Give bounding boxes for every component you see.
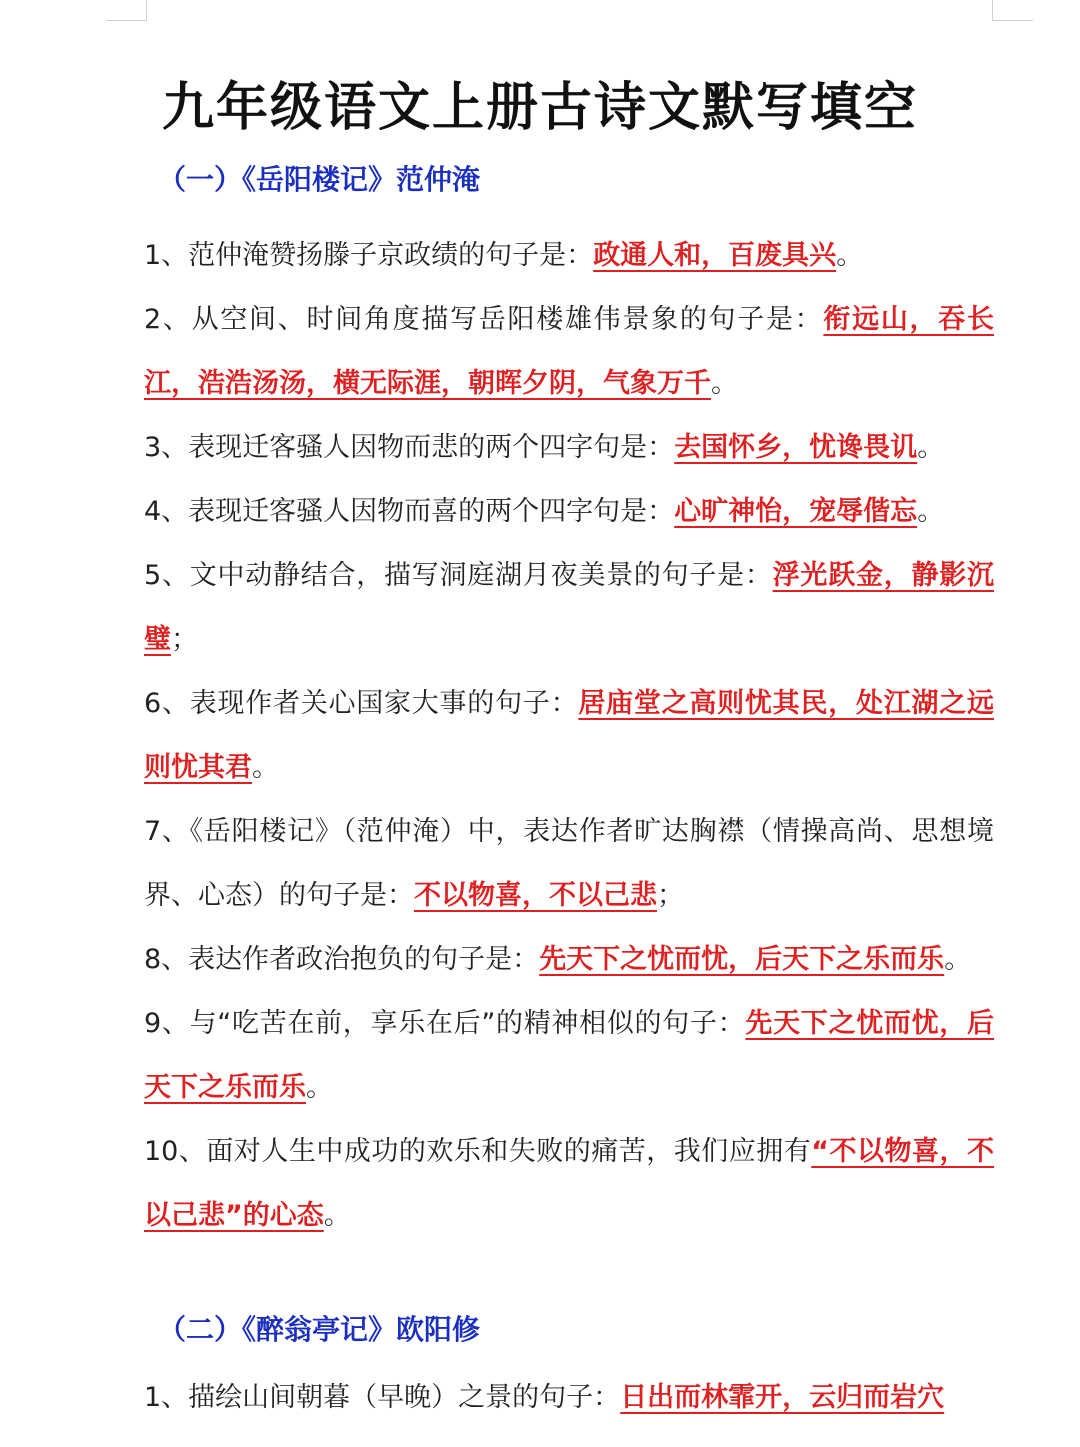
answer-text: 浮光跃金，静影沉璧 [144,560,994,655]
question-end: ； [657,880,684,911]
section-heading: （二）《醉翁亭记》欧阳修 [158,1313,481,1346]
question-item [144,1366,994,1430]
question-end: 。 [917,432,945,463]
section-heading: （一）《岳阳楼记》范仲淹 [158,163,481,196]
question-text: 8、表达作者政治抱负的句子是： [144,944,540,975]
answer-text: 先天下之忧而忧，后天下之乐而乐 [144,1008,995,1103]
question-item [144,416,994,480]
question-end: 。 [306,1072,333,1103]
question-item [144,544,994,672]
question-end: 。 [917,496,945,527]
answer-text: 居庙堂之高则忧其民，处江湖之远则忧其君 [144,688,995,783]
question-text: 5、文中动静结合，描写洞庭湖月夜美景的句子是： [144,560,773,591]
question-text: 7、《岳阳楼记》（范仲淹）中，表达作者旷达胸襟（情操高尚、思想境界、心态）的句子是： [144,816,994,911]
answer-text: 政通人和，百废具兴 [593,240,837,271]
question-text: 3、表现迁客骚人因物而悲的两个四字句是： [144,432,675,463]
question-end: 。 [323,1200,351,1231]
answer-text: 衔远山，吞长江，浩浩汤汤，横无际涯，朝晖夕阴，气象万千 [144,304,994,399]
page-title: 九年级语文上册古诗文默写填空 [161,78,918,138]
answer-text: 先天下之忧而忧，后天下之乐而乐 [539,944,945,975]
answer-text: 不以物喜，不以己悲 [414,880,657,911]
question-item [144,224,994,288]
question-text: 6、表现作者关心国家大事的句子： [144,688,579,719]
question-item [144,992,994,1120]
section-yueyanglouji [144,158,994,1248]
answer-text: 去国怀乡，忧谗畏讥 [674,432,918,463]
question-item [144,1120,994,1248]
question-end: ； [171,624,198,655]
question-text: 2、从空间、时间角度描写岳阳楼雄伟景象的句子是： [144,304,824,335]
question-text: 9、与“吃苦在前，享乐在后”的精神相似的句子： [144,1008,746,1039]
answer-text: “不以物喜，不以己悲”的心态 [144,1136,995,1231]
question-end: 。 [252,752,279,783]
section-zuiwengtingji [144,1308,994,1430]
question-text: 1、描绘山间朝暮（早晚）之景的句子： [144,1382,621,1413]
page-corner-mark-right [992,0,1033,21]
question-end: 。 [711,368,738,399]
question-end: 。 [944,944,972,975]
question-text: 4、表现迁客骚人因物而喜的两个四字句是： [144,496,675,527]
question-item [144,480,994,544]
answer-text: 心旷神怡，宠辱偕忘 [674,496,918,527]
question-item [144,672,994,800]
question-item [144,288,994,416]
page-corner-mark-left [106,0,147,21]
question-end: 。 [836,240,864,271]
question-item [144,800,994,928]
question-text: 10、面对人生中成功的欢乐和失败的痛苦，我们应拥有 [144,1136,812,1167]
answer-text: 日出而林霏开，云归而岩穴 [620,1382,945,1413]
question-text: 1、范仲淹赞扬滕子京政绩的句子是： [144,240,594,271]
question-item [144,928,994,992]
